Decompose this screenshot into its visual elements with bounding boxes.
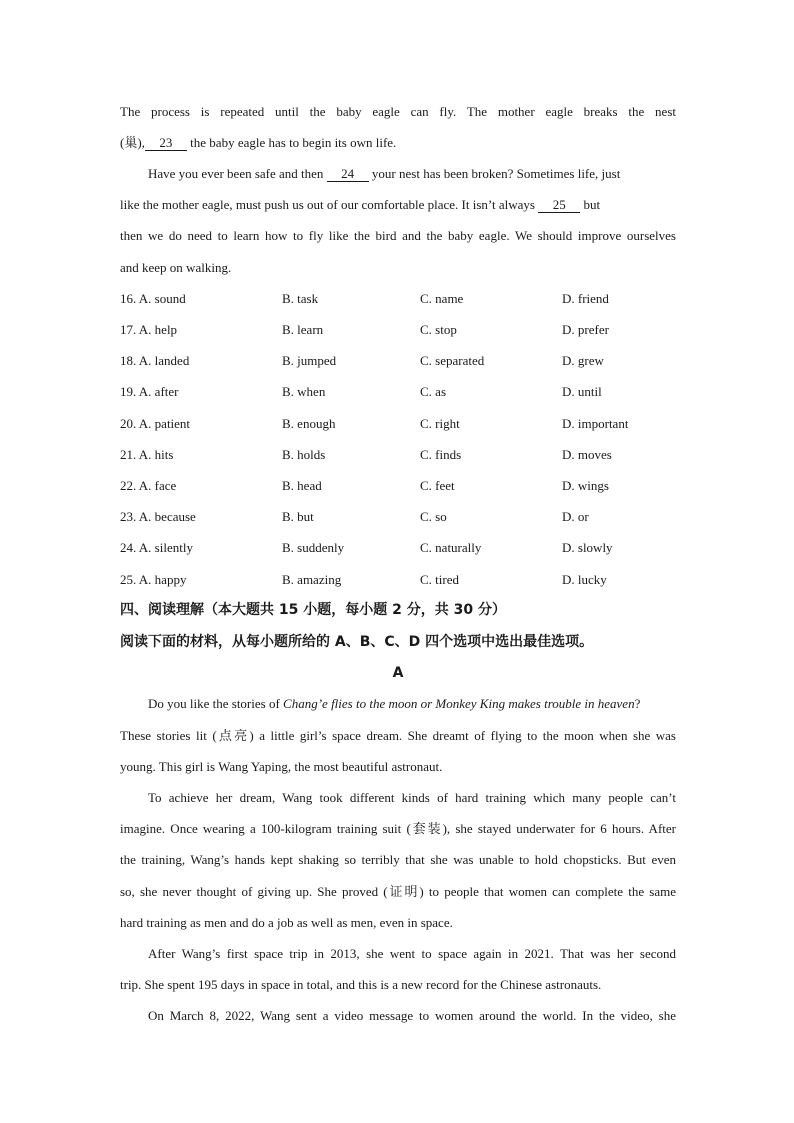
option-b: B. amazing [282, 572, 342, 587]
option-b: B. but [282, 509, 314, 524]
option-row [120, 445, 676, 465]
option-row [120, 570, 676, 590]
option-a: 21. A. hits [120, 447, 174, 462]
option-a: 19. A. after [120, 384, 179, 399]
option-c: C. naturally [420, 540, 482, 555]
option-b: B. learn [282, 322, 324, 337]
passage-text: your nest has been broken? Sometimes life, just [371, 166, 621, 181]
passage-text: the baby eagle has to begin its own life. [190, 135, 397, 150]
passage-line: After Wang’s first space trip in 2013, she went to space again in 2021. That was her second [148, 946, 676, 961]
option-c: C. separated [420, 353, 485, 368]
option-a: 24. A. silently [120, 540, 193, 555]
option-b: B. task [282, 291, 319, 306]
passage-line: These stories lit (点亮) a little girl’s space dream. She dreamt of flying to the moon when she was [120, 728, 676, 743]
option-a: 18. A. landed [120, 353, 190, 368]
blank-25: 25 [538, 197, 580, 213]
option-row [120, 382, 676, 402]
option-row [120, 507, 676, 527]
option-d: D. important [562, 416, 629, 431]
option-c: C. so [420, 509, 447, 524]
option-d: D. wings [562, 478, 609, 493]
passage-line: The process is repeated until the baby eagle can fly. The mother eagle breaks the nest [120, 104, 676, 119]
option-b: B. when [282, 384, 326, 399]
story-titles: Chang’e flies to the moon or Monkey King makes trouble in heaven [283, 696, 635, 711]
option-a: 22. A. face [120, 478, 177, 493]
passage-text: Have you ever been safe and then [148, 166, 324, 181]
passage-line: and keep on walking. [120, 260, 232, 275]
passage-line: hard training as men and do a job as well as men, even in space. [120, 915, 453, 930]
option-c: C. tired [420, 572, 459, 587]
passage-line [120, 694, 676, 714]
passage-line: the training, Wang’s hands kept shaking so terribly that she was unable to hold chopsticks. But even [120, 852, 676, 867]
option-d: D. moves [562, 447, 612, 462]
passage-text: like the mother eagle, must push us out of our comfortable place. It isn’t always [120, 197, 535, 212]
passage-text: ? [634, 696, 641, 711]
option-row [120, 414, 676, 434]
option-c: C. name [420, 291, 464, 306]
passage-line [120, 164, 676, 184]
passage-text: but [583, 197, 601, 212]
option-a: 23. A. because [120, 509, 196, 524]
option-a: 17. A. help [120, 322, 178, 337]
passage-line: then we do need to learn how to fly like the bird and the baby eagle. We should improve ourselves [120, 228, 676, 243]
option-row [120, 538, 676, 558]
option-a: 25. A. happy [120, 572, 187, 587]
option-row [120, 351, 676, 371]
option-b: B. jumped [282, 353, 337, 368]
option-d: D. or [562, 509, 589, 524]
option-row [120, 289, 676, 309]
option-row [120, 476, 676, 496]
passage-line: so, she never thought of giving up. She proved (证明) to people that women can complete the same [120, 884, 676, 899]
option-b: B. suddenly [282, 540, 345, 555]
option-d: D. friend [562, 291, 609, 306]
passage-line: To achieve her dream, Wang took different kinds of hard training which many people can’t [148, 790, 676, 805]
passage-line: young. This girl is Wang Yaping, the most beautiful astronaut. [120, 759, 443, 774]
option-d: D. prefer [562, 322, 609, 337]
option-d: D. until [562, 384, 602, 399]
passage-text: Do you like the stories of [148, 696, 284, 711]
option-a: 16. A. sound [120, 291, 186, 306]
option-d: D. slowly [562, 540, 613, 555]
blank-23: 23 [145, 135, 187, 151]
option-c: C. feet [420, 478, 455, 493]
option-c: C. as [420, 384, 446, 399]
option-c: C. right [420, 416, 460, 431]
passage-line: imagine. Once wearing a 100-kilogram training suit (套装), she stayed underwater for 6 hours. After [120, 821, 676, 836]
section-heading: 四、阅读理解（本大题共 15 小题，每小题 2 分，共 30 分） [120, 602, 506, 618]
passage-line: trip. She spent 195 days in space in total, and this is a new record for the Chinese astronauts. [120, 977, 602, 992]
section-instruction: 阅读下面的材料，从每小题所给的 A、B、C、D 四个选项中选出最佳选项。 [120, 634, 594, 650]
option-a: 20. A. patient [120, 416, 191, 431]
option-d: D. lucky [562, 572, 607, 587]
option-b: B. holds [282, 447, 326, 462]
passage-text: (巢), [120, 135, 145, 150]
passage-line: On March 8, 2022, Wang sent a video message to women around the world. In the video, she [148, 1008, 676, 1023]
option-b: B. head [282, 478, 322, 493]
option-c: C. finds [420, 447, 462, 462]
blank-24: 24 [327, 166, 369, 182]
passage-label: A [392, 665, 404, 681]
passage-line [120, 133, 676, 153]
option-c: C. stop [420, 322, 457, 337]
option-row [120, 320, 676, 340]
option-d: D. grew [562, 353, 604, 368]
option-b: B. enough [282, 416, 336, 431]
passage-line [120, 195, 676, 215]
